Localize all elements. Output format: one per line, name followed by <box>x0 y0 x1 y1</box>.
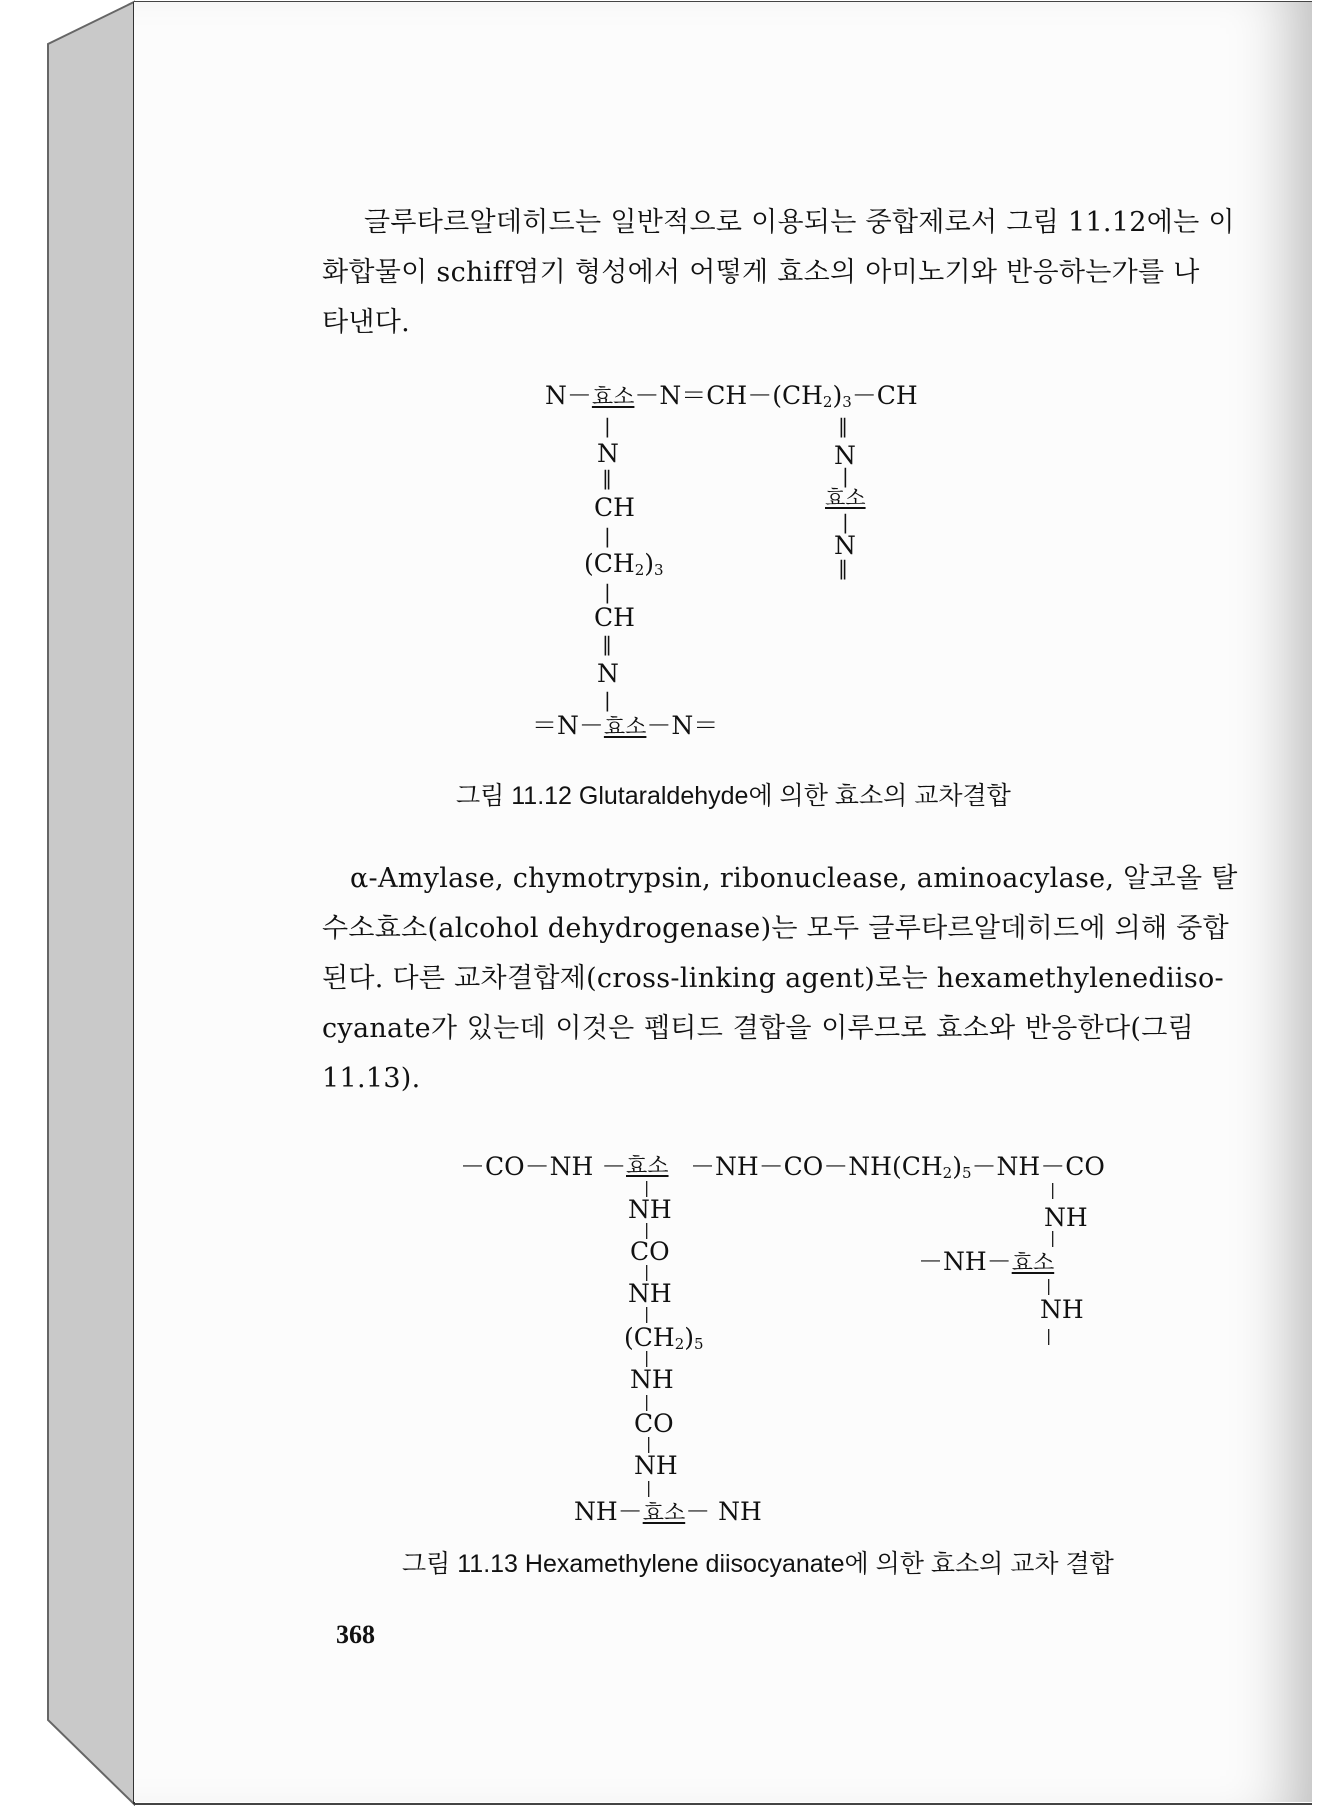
fig1-double-bond: ‖ <box>602 466 612 490</box>
paragraph-2-line-2: 수소효소(alcohol dehydrogenase)는 모두 글루타르알데히드에 의해 중합 <box>322 913 1230 944</box>
paragraph-1-line-1: 글루타르알데히드는 일반적으로 이용되는 중합제로서 그림 11.12에는 이 <box>364 207 1235 238</box>
paragraph-2-line-5: 11.13). <box>322 1063 421 1094</box>
fig2-nh: NH <box>634 1451 678 1480</box>
fig1-single-bond: | <box>842 510 849 534</box>
figure-11-13-caption: 그림 11.13 Hexamethylene diisocyanate에 의한 효소의 교차 결합 <box>402 1550 1114 1578</box>
fig1-top-row: N－효소$-N=CH-(CH_2)_3-CH$ <box>545 381 918 411</box>
fig2-right-mid: －NH－효소 <box>918 1247 1055 1276</box>
fig1-n: N <box>834 441 856 470</box>
fig2-nh: NH <box>1040 1295 1084 1324</box>
fig2-top-row-right: $-NH-CO-NH(CH_2)_5-NH-CO$ <box>690 1152 1105 1182</box>
fig2-enzyme-top: 효소 <box>626 1154 669 1179</box>
fig1-enzyme-top: 효소 <box>591 385 635 410</box>
fig1-single-bond: | <box>604 524 611 548</box>
paragraph-2-line-1: α-Amylase, chymotrypsin, ribonuclease, aminoacylase, 알코올 탈 <box>350 863 1238 894</box>
paragraph-1-line-2: 화합물이 schiff염기 형성에서 어떻게 효소의 아미노기와 반응하는가를 나 <box>322 257 1200 288</box>
fig2-nh: NH <box>1044 1203 1088 1232</box>
fig1-bottom-row: ＝N－효소－N＝ <box>532 711 719 740</box>
fig1-single-bond: | <box>604 688 611 712</box>
fig2-co: CO <box>630 1237 670 1266</box>
fig1-double-bond: ‖ <box>602 632 612 656</box>
paragraph-2 <box>322 854 1238 1104</box>
fig2-bond: | <box>644 1304 650 1323</box>
fig2-bottom-row: NH－효소－ NH <box>574 1497 762 1526</box>
fig2-bond: | <box>646 1434 652 1453</box>
paragraph-1 <box>322 198 1235 348</box>
fig1-n: N <box>597 439 619 468</box>
fig2-ch2-5: $(CH_2)_5$ <box>624 1323 704 1353</box>
fig2-nh: NH <box>628 1279 672 1308</box>
paragraph-2-line-4: cyanate가 있는데 이것은 펩티드 결합을 이루므로 효소와 반응한다(그림 <box>322 1013 1194 1044</box>
fig2-bond: | <box>1046 1276 1052 1295</box>
paragraph-1-line-3: 타낸다. <box>322 307 411 338</box>
fig1-ch2-3: $(CH_2)_3$ <box>584 549 664 579</box>
page-number: 368 <box>336 1620 375 1649</box>
fig1-single-bond: | <box>842 464 849 488</box>
figure-11-12-caption: 그림 11.12 Glutaraldehyde에 의한 효소의 교차결합 <box>456 782 1011 810</box>
fig2-bond: | <box>1050 1180 1056 1199</box>
fig1-single-bond: | <box>604 414 611 438</box>
fig1-ch: CH <box>594 493 635 522</box>
fig2-top-row: －CO－NH － <box>460 1152 627 1181</box>
fig1-double-bond: ‖ <box>838 414 848 438</box>
fig2-bond: | <box>644 1392 650 1411</box>
fig2-bond: | <box>644 1262 650 1281</box>
paragraph-2-line-3: 된다. 다른 교차결합제(cross-linking agent)로는 hexamethylenediiso- <box>322 963 1224 994</box>
fig1-ch: CH <box>594 603 635 632</box>
fig2-bond: | <box>644 1178 650 1197</box>
fig2-nh: NH <box>630 1365 674 1394</box>
fig2-bond: | <box>644 1220 650 1239</box>
fig2-nh: NH <box>628 1195 672 1224</box>
fig2-co: CO <box>634 1409 674 1438</box>
fig2-bond: | <box>1046 1326 1052 1345</box>
fig1-enzyme-right: 효소 <box>825 486 866 510</box>
fig1-double-bond: ‖ <box>838 556 848 580</box>
fig2-bond: | <box>1050 1228 1056 1247</box>
fig2-bond: | <box>644 1348 650 1367</box>
fig1-single-bond: | <box>604 580 611 604</box>
fig1-n: N <box>597 659 619 688</box>
fig1-n: N <box>834 531 856 560</box>
fig2-bond: | <box>646 1478 652 1497</box>
